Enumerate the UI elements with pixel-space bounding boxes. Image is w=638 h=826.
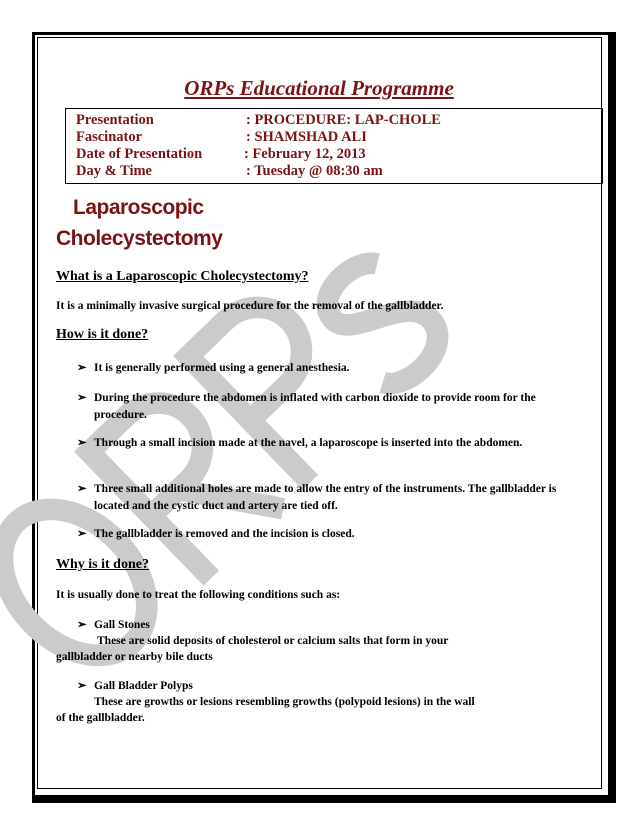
section-heading-why: Why is it done? [56,557,149,572]
list-item-text: It is generally performed using a general anesthesia. [94,362,350,374]
condition-description: of the gallbladder. [56,712,145,724]
arrow-bullet-icon: ➢ [77,362,87,374]
condition-description: These are growths or lesions resembling growths (polypoid lesions) in the wall [94,696,475,708]
list-item [77,435,584,452]
list-item-text: Three small additional holes are made to allow the entry of the instruments. The gallbladder is located and the cystic duct and artery are tied off. [94,483,557,512]
list-item [77,526,584,543]
arrow-bullet-icon: ➢ [77,483,87,495]
condition-name: Gall Stones [94,619,150,631]
info-label: Day & Time [76,163,152,179]
info-value: : PROCEDURE: LAP-CHOLE [246,112,441,128]
document-title-line1: Laparoscopic [73,196,204,219]
info-value: : February 12, 2013 [244,146,366,162]
section-heading-how: How is it done? [56,327,149,342]
condition-name: Gall Bladder Polyps [94,680,193,692]
list-item [77,360,584,377]
arrow-bullet-icon: ➢ [77,392,87,404]
presentation-info-box [65,108,603,184]
info-value: : SHAMSHAD ALI [246,129,367,145]
info-label: Fascinator [76,129,143,145]
condition-description: These are solid deposits of cholesterol or calcium salts that form in your [97,635,449,647]
list-item-text: Through a small incision made at the navel, a laparoscope is inserted into the abdomen. [94,437,523,449]
arrow-bullet-icon: ➢ [77,528,87,540]
list-item-text: During the procedure the abdomen is inflated with carbon dioxide to provide room for the procedure. [94,392,536,421]
section-heading-what: What is a Laparoscopic Cholecystectomy? [56,269,309,284]
arrow-bullet-icon: ➢ [77,619,87,631]
list-item-text: The gallbladder is removed and the incision is closed. [94,528,355,540]
paragraph: It is usually done to treat the following conditions such as: [56,589,341,601]
paragraph: It is a minimally invasive surgical procedure for the removal of the gallbladder. [56,300,444,312]
list-item [77,617,584,634]
list-item [77,678,584,695]
arrow-bullet-icon: ➢ [77,680,87,692]
list-item [77,390,584,424]
info-label: Date of Presentation [76,146,203,162]
condition-description: gallbladder or nearby bile ducts [56,651,213,663]
info-label: Presentation [76,112,154,128]
document-title-line2: Cholecystectomy [56,227,223,250]
arrow-bullet-icon: ➢ [77,437,87,449]
programme-title: ORPs Educational Programme [184,76,454,100]
list-item [77,481,584,515]
info-value: : Tuesday @ 08:30 am [246,163,383,179]
